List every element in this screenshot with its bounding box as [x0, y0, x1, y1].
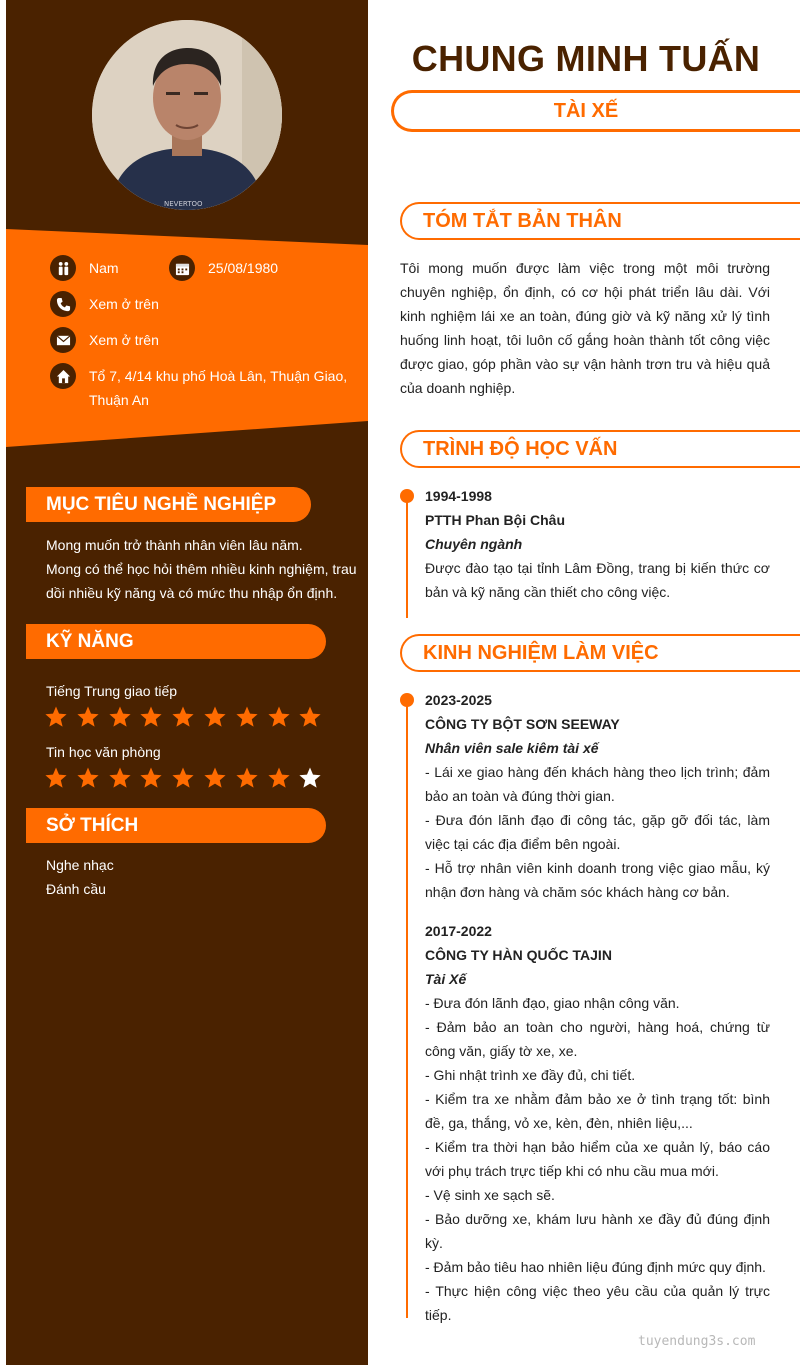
phone-icon — [50, 291, 76, 317]
experience-entry — [425, 919, 770, 1327]
star-icon — [76, 766, 100, 790]
experience-heading: KINH NGHIỆM LÀM VIỆC — [400, 634, 800, 672]
duty-item: - Kiểm tra thời hạn bảo hiểm của xe quản lý, báo cáo với phụ trách trực tiếp khi có nhu cầu mua mới. — [425, 1139, 770, 1179]
address-value: Tổ 7, 4/14 khu phố Hoà Lân, Thuận Giao, Thuận An — [89, 368, 348, 408]
career-goal-line-2: Mong có thể học hỏi thêm nhiều kinh nghiệm, trau dồi nhiều kỹ năng và có mức thu nhập ổn định. — [46, 561, 357, 601]
phone-value: Xem ở trên — [89, 296, 159, 312]
star-icon — [267, 705, 291, 729]
hobbies-heading: SỞ THÍCH — [26, 808, 326, 843]
envelope-icon — [50, 327, 76, 353]
entry-years: 2023-2025 — [425, 692, 492, 708]
major-label: Chuyên ngành — [425, 536, 523, 552]
calendar-icon — [169, 255, 195, 281]
company-name: CÔNG TY BỘT SƠN SEEWAY — [425, 716, 620, 732]
star-icon — [139, 705, 163, 729]
contact-email — [50, 328, 159, 353]
hobby-item: Đánh cầu — [46, 881, 106, 897]
duty-item: - Vệ sinh xe sạch sẽ. — [425, 1187, 555, 1203]
star-icon — [298, 705, 322, 729]
star-icon — [203, 705, 227, 729]
star-icon — [203, 766, 227, 790]
star-icon — [76, 705, 100, 729]
contact-gender — [50, 256, 119, 281]
duty-item: - Ghi nhật trình xe đầy đủ, chi tiết. — [425, 1067, 636, 1083]
duty-item: - Đưa đón lãnh đạo, giao nhận công văn. — [425, 995, 680, 1011]
star-icon — [298, 766, 322, 790]
gender-value: Nam — [89, 260, 119, 276]
entry-years: 2017-2022 — [425, 923, 492, 939]
career-goal-heading: MỤC TIÊU NGHỀ NGHIỆP — [26, 487, 311, 522]
contact-address — [50, 364, 350, 412]
summary-text: Tôi mong muốn được làm việc trong một môi trường chuyên nghiệp, ổn định, có cơ hội phát triển lâu dài. Với kinh nghiệm lái xe an toàn, đúng giờ và kỹ năng xử lý tình huống linh hoạt, tôi luôn cố gắng hoàn thành tốt công việc được giao, góp phần vào sự vận hành trơn tru và hiệu quả của doanh nghiệp. — [400, 260, 770, 396]
star-icon — [171, 766, 195, 790]
email-value: Xem ở trên — [89, 332, 159, 348]
sidebar — [6, 0, 368, 1365]
star-icon — [171, 705, 195, 729]
star-icon — [44, 766, 68, 790]
position-title: Tài Xế — [425, 971, 467, 987]
hobby-item: Nghe nhạc — [46, 857, 114, 873]
star-icon — [44, 705, 68, 729]
star-icon — [139, 766, 163, 790]
timeline-dot — [400, 489, 414, 503]
duty-item: - Đảm bảo tiêu hao nhiên liệu đúng định mức quy định. — [425, 1259, 766, 1275]
skills-heading: KỸ NĂNG — [26, 624, 326, 659]
experience-entry — [425, 688, 770, 904]
education-timeline — [406, 490, 408, 618]
duty-item: - Hỗ trợ nhân viên kinh doanh trong việc giao mẫu, ký nhận đơn hàng và chăm sóc khách hàng cơ bản. — [425, 860, 770, 900]
education-entry — [425, 484, 770, 604]
dob-value: 25/08/1980 — [208, 260, 279, 276]
education-description: Được đào tạo tại tỉnh Lâm Đồng, trang bị kiến thức cơ bản và kỹ năng cần thiết cho công việc. — [425, 560, 770, 600]
timeline-dot — [400, 693, 414, 707]
skill-name: Tiếng Trung giao tiếp — [46, 683, 178, 699]
summary-heading: TÓM TẮT BẢN THÂN — [400, 202, 800, 240]
star-icon — [235, 705, 259, 729]
svg-text:NEVERTOO: NEVERTOO — [164, 200, 203, 208]
entry-years: 1994-1998 — [425, 488, 492, 504]
star-icon — [108, 705, 132, 729]
skill-name: Tin học văn phòng — [46, 744, 161, 760]
duty-item: - Kiểm tra xe nhằm đảm bảo xe ở tình trạng tốt: bình đề, ga, thắng, vỏ xe, kèn, đèn, nhiên liệu,... — [425, 1091, 770, 1131]
profile-photo — [92, 20, 282, 210]
star-icon — [235, 766, 259, 790]
contact-dob — [169, 256, 278, 281]
contact-phone — [50, 292, 159, 317]
star-icon — [108, 766, 132, 790]
job-title: TÀI XẾ — [553, 100, 619, 122]
education-heading: TRÌNH ĐỘ HỌC VẤN — [400, 430, 800, 468]
school-name: PTTH Phan Bội Châu — [425, 512, 565, 528]
duty-item: - Lái xe giao hàng đến khách hàng theo lịch trình; đảm bảo an toàn và đúng thời gian. — [425, 764, 770, 804]
duty-item: - Bảo dưỡng xe, khám lưu hành xe đầy đủ đúng định kỳ. — [425, 1211, 770, 1251]
duty-item: - Thực hiện công việc theo yêu cầu của quản lý trực tiếp. — [425, 1283, 770, 1323]
people-icon — [50, 255, 76, 281]
career-goal-line-1: Mong muốn trở thành nhân viên lâu năm. — [46, 537, 303, 553]
person-photo-icon — [92, 20, 282, 210]
position-title: Nhân viên sale kiêm tài xế — [425, 740, 599, 756]
home-icon — [50, 363, 76, 389]
star-icon — [267, 766, 291, 790]
duty-item: - Đưa đón lãnh đạo đi công tác, gặp gỡ đối tác, làm việc tại các địa điểm bên ngoài. — [425, 812, 770, 852]
duty-item: - Đảm bảo an toàn cho người, hàng hoá, chứng từ công văn, giấy tờ xe, xe. — [425, 1019, 770, 1059]
skill-rating — [44, 705, 330, 729]
experience-timeline — [406, 694, 408, 1318]
skill-rating — [44, 766, 330, 790]
watermark: tuyendung3s.com — [638, 1334, 756, 1349]
candidate-name: CHUNG MINH TUẤN — [411, 38, 761, 79]
company-name: CÔNG TY HÀN QUỐC TAJIN — [425, 947, 612, 963]
